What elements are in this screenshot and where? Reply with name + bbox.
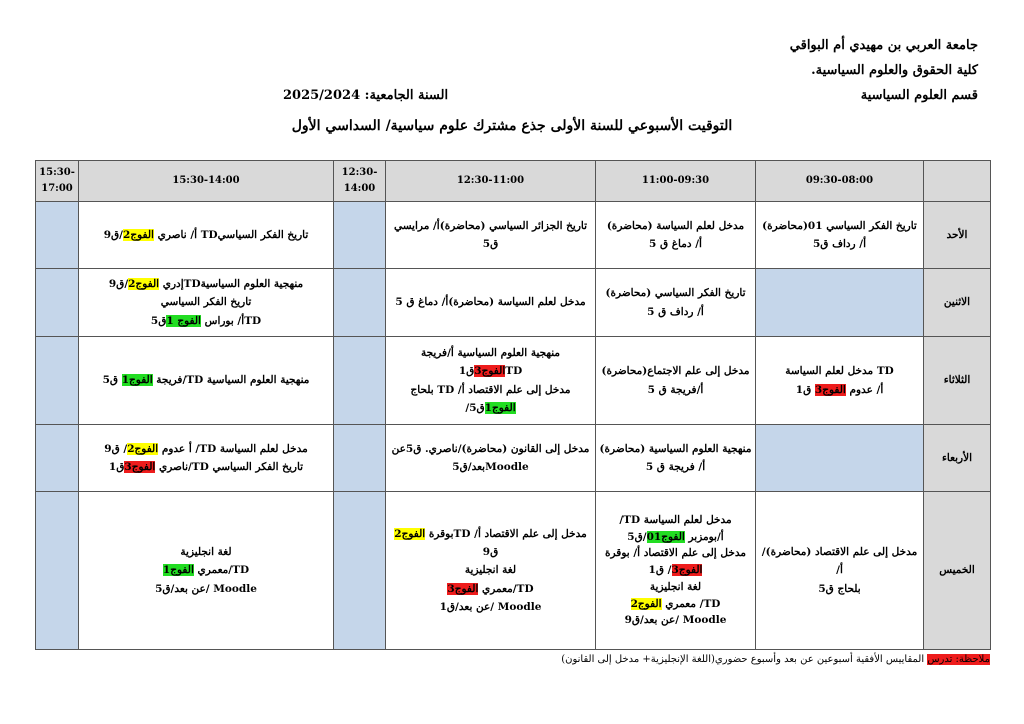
teacher-text: TD/ معمري [661, 597, 721, 610]
row-tuesday [36, 337, 991, 425]
weekly-schedule-table [35, 160, 991, 650]
group-badge: الفوج 1 [166, 314, 201, 327]
room-text: ق1 [795, 383, 815, 396]
footnote [561, 654, 990, 665]
cell-tue-last [36, 337, 79, 425]
room-text: / ق1 [648, 564, 672, 577]
row-sunday [36, 202, 991, 269]
teacher-text: أ/ عدوم [845, 383, 884, 396]
course-line: TD مدخل لعلم السياسة [785, 365, 894, 378]
group-badge: الفوج2 [630, 597, 662, 610]
cell-mon-break [334, 269, 386, 337]
room-text: / ق9 [104, 442, 128, 455]
course-line: تاريخ الفكر السياسي 01(محاضرة) [762, 219, 917, 232]
last-slot-start: -15:30 [39, 167, 75, 178]
cell-mon-slot2 [596, 269, 756, 337]
day-sunday: الأحد [924, 202, 991, 269]
room-text: /ق5 [627, 530, 647, 543]
slot-header-1: 09:30-08:00 [756, 161, 924, 202]
course-line: مدخل إلى علم الاقتصاد أ/ TD بلحاج [410, 383, 571, 396]
cell-sun-slot2 [596, 202, 756, 269]
slot-header-3: 12:30-11:00 [386, 161, 596, 202]
teacher-line: بلحاج ق5 [818, 582, 861, 595]
course-text: تاريخ الفكر السياسيTD أ/ ناصري [153, 228, 309, 241]
course-text: مدخل لعلم السياسة TD/ أ عدوم [158, 442, 308, 455]
course-line [599, 562, 752, 579]
last-slot-header [36, 161, 79, 202]
room-text: ق5 [150, 314, 167, 327]
last-slot-end: 17:00 [41, 183, 73, 194]
university-name: جامعة العربي بن مهيدي أم البواقي [789, 38, 978, 53]
course-line [82, 440, 330, 458]
course-line: Moodle /عن بعد/ق1 [439, 601, 542, 614]
course-line [82, 561, 330, 579]
course-line [82, 312, 330, 330]
course-line [82, 226, 330, 244]
break-header [334, 161, 386, 202]
course-line [82, 275, 330, 293]
department-name: قسم العلوم السياسية [860, 88, 978, 103]
cell-thu-last [36, 492, 79, 650]
group-badge: الفوج3 [671, 564, 703, 577]
room-text: /ق9 [108, 277, 129, 290]
faculty-name: كلية الحقوق والعلوم السياسية. [811, 63, 978, 78]
cell-sun-slot1 [756, 202, 924, 269]
break-header-start: -12:30 [341, 167, 378, 178]
course-line [389, 399, 592, 417]
teacher-line: أ/ فريجة ق 5 [645, 461, 706, 473]
day-thursday: الخميس [924, 492, 991, 650]
header-row [36, 161, 991, 202]
room-text: ق5 [102, 374, 122, 387]
cell-thu-slot1 [756, 492, 924, 650]
room-text: ق1 [108, 461, 125, 473]
group-badge: الفوج1 [121, 374, 153, 387]
course-line: لغة انجليزية [180, 545, 232, 558]
course-line: مدخل إلى علم الاقتصاد (محاضرة)/أ/ [761, 545, 918, 577]
course-line [82, 371, 330, 389]
course-line [599, 596, 752, 613]
teacher-line: أ/ رداف ق5 [812, 238, 867, 250]
slot-header-4: 15:30-14:00 [79, 161, 334, 202]
teacher-text: TDأ/ بوراس [200, 314, 262, 327]
group-badge: الفوج2 [394, 527, 426, 540]
group-badge: الفوج3 [447, 582, 479, 595]
day-monday: الاثنين [924, 269, 991, 337]
course-text: منهجية العلوم السياسيةTDإدري [159, 277, 304, 290]
cell-wed-last [36, 425, 79, 492]
group-badge: الفوج3 [124, 461, 156, 473]
cell-tue-slot4 [79, 337, 334, 425]
cell-sun-slot3 [386, 202, 596, 269]
cell-tue-break [334, 337, 386, 425]
row-wednesday [36, 425, 991, 492]
course-line: تاريخ الفكر السياسي (محاضرة) [605, 287, 746, 300]
course-line: Moodle /عن بعد/ق5 [155, 582, 257, 595]
course-line: منهجية العلوم السياسية (محاضرة) [599, 442, 752, 455]
course-text: منهجية العلوم السياسية TD/فريجة [152, 374, 310, 387]
cell-tue-slot1 [756, 337, 924, 425]
course-line: مدخل لعلم السياسة (محاضرة) [606, 219, 745, 232]
cell-mon-slot3 [386, 269, 596, 337]
course-line [389, 525, 592, 543]
cell-thu-slot3 [386, 492, 596, 650]
course-line: مدخل إلى علم الاقتصاد أ/ بوقرة [605, 547, 746, 560]
teacher-text: أ/بومزبر [684, 530, 724, 543]
room-text: ق5/ [465, 401, 485, 414]
cell-thu-break [334, 492, 386, 650]
academic-year: السنة الجامعية: 2025/2024 [283, 88, 449, 103]
course-line: مدخل إلى علم الاجتماع(محاضرة) [601, 365, 750, 378]
course-line [599, 529, 752, 546]
teacher-line: أ/فريجة ق 5 [647, 383, 704, 396]
note-text: المقاييس الأفقية أسبوعين عن بعد وأسبوع حضوري(اللغة الإنجليزية+ مدخل إلى القانون) [561, 654, 928, 665]
cell-mon-slot1 [756, 269, 924, 337]
slot-header-2: 11:00-09:30 [596, 161, 756, 202]
course-line: Moodleبعد/ق5 [452, 461, 529, 473]
course-line: لغة انجليزية [464, 564, 517, 577]
course-line [389, 580, 592, 598]
cell-tue-slot2 [596, 337, 756, 425]
course-text: مدخل إلى علم الاقتصاد أ/ TDبوقرة [425, 527, 587, 540]
break-header-end: 14:00 [343, 183, 376, 194]
cell-mon-slot4 [79, 269, 334, 337]
course-line: ق9 [482, 545, 499, 558]
day-header [924, 161, 991, 202]
cell-wed-slot3 [386, 425, 596, 492]
cell-wed-slot1 [756, 425, 924, 492]
teacher-line [759, 381, 920, 399]
course-line [82, 458, 330, 476]
cell-wed-break [334, 425, 386, 492]
day-tuesday: الثلاثاء [924, 337, 991, 425]
cell-sun-break [334, 202, 386, 269]
teacher-line: أ/ رداف ق 5 [647, 305, 704, 318]
group-badge: الفوج01 [646, 530, 685, 543]
note-label: ملاحظة: تدرس [927, 654, 990, 665]
course-line: مدخل لعلم السياسة TD/ [619, 513, 732, 526]
course-line: Moodle /عن بعد/ق9 [624, 614, 727, 627]
group-badge: الفوج1 [162, 564, 194, 577]
cell-thu-slot4 [79, 492, 334, 650]
cell-wed-slot2 [596, 425, 756, 492]
group-badge: الفوج2 [128, 277, 160, 290]
schedule-title: التوقيت الأسبوعي للسنة الأولى جذع مشترك علوم سياسية/ السداسي الأول [291, 118, 733, 134]
group-badge: الفوج3 [474, 365, 506, 378]
cell-sun-slot4 [79, 202, 334, 269]
day-wednesday: الأربعاء [924, 425, 991, 492]
teacher-text: TD/معمري [478, 582, 534, 595]
row-monday [36, 269, 991, 337]
group-badge: الفوج2 [127, 442, 159, 455]
cell-wed-slot4 [79, 425, 334, 492]
teacher-text: TD/معمري [193, 564, 250, 577]
course-line: لغة انجليزية [649, 580, 702, 593]
group-badge: الفوج3 [814, 383, 846, 396]
cell-thu-slot2 [596, 492, 756, 650]
room-text: ق1 [458, 365, 475, 378]
row-thursday [36, 492, 991, 650]
room-text: /ق9 [103, 228, 123, 241]
cell-tue-slot3 [386, 337, 596, 425]
course-text: تاريخ الفكر السياسي TD/ناصري [155, 461, 304, 473]
course-line: مدخل لعلم السياسة (محاضرة)أ/ دماغ ق 5 [395, 296, 586, 309]
course-text: منهجية العلوم السياسية أ/فريجة TD [420, 346, 561, 378]
group-badge: الفوج2 [123, 228, 154, 241]
course-line: مدخل إلى القانون (محاضرة)/ناصري. ق5عن [391, 442, 590, 455]
cell-mon-last [36, 269, 79, 337]
course-line: تاريخ الجزائر السياسي (محاضرة)أ/ مرايسي ق5 [393, 219, 588, 250]
cell-sun-last [36, 202, 79, 269]
teacher-line: أ/ دماغ ق 5 [649, 238, 702, 250]
course-line: تاريخ الفكر السياسي [160, 296, 252, 309]
course-line [389, 344, 592, 381]
group-badge: الفوج1 [484, 401, 516, 414]
